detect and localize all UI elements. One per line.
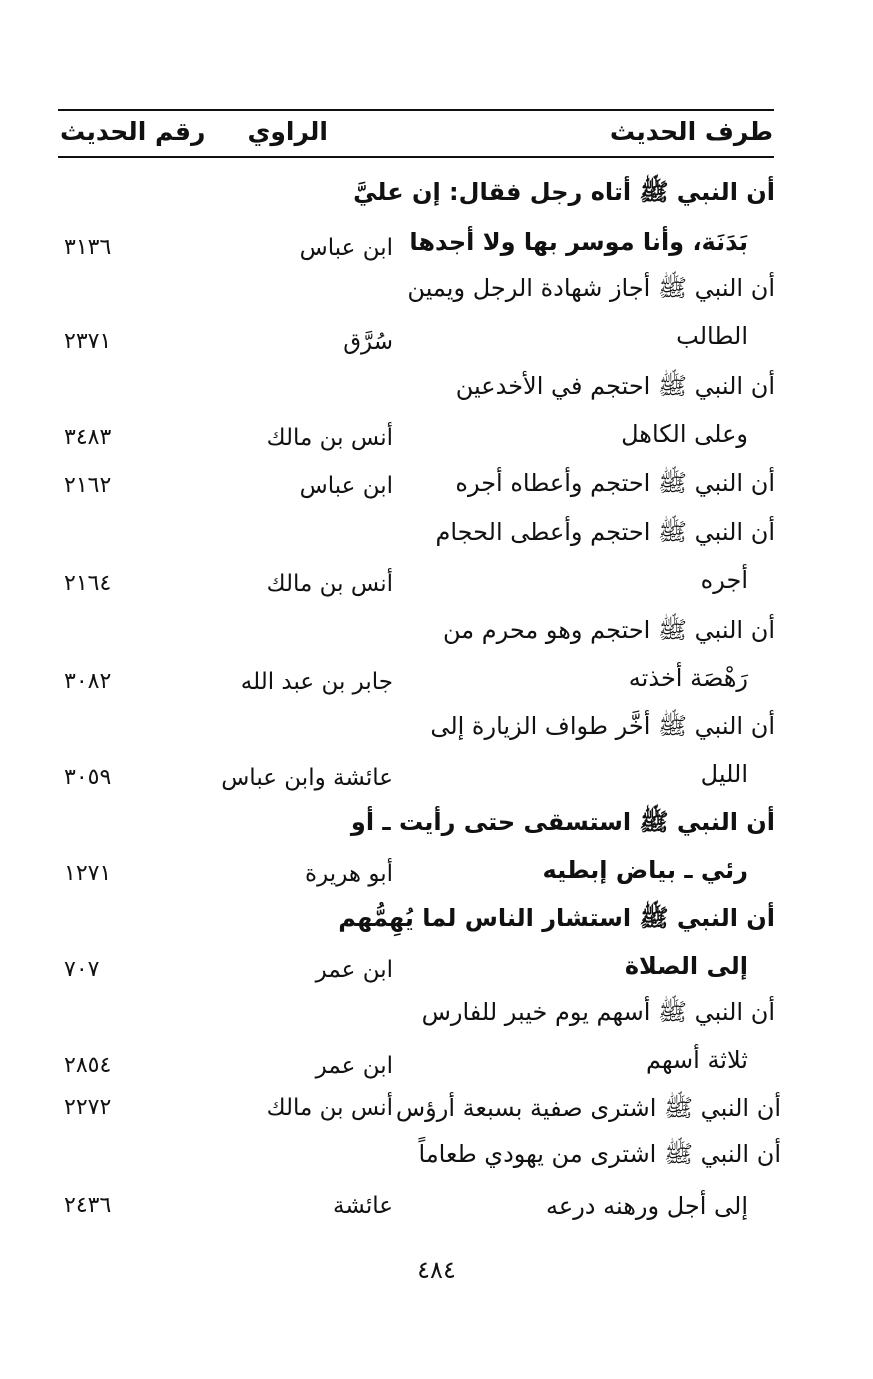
narrator: ابن عباس: [299, 235, 393, 261]
hadith-number: ٣٠٨٢: [64, 669, 112, 694]
hadith-text-line: وعلى الكاهل: [621, 420, 748, 448]
narrator: عائشة وابن عباس: [221, 765, 393, 791]
hadith-text-line: ثلاثة أسهم: [646, 1046, 748, 1074]
hadith-text-line: رَهْصَة أخذته: [628, 664, 748, 692]
header-top-rule: [58, 109, 774, 111]
hadith-text-line: أن النبي ﷺ أسهم يوم خيبر للفارس: [421, 998, 775, 1026]
hadith-text-line: أن النبي ﷺ اشترى صفية بسبعة أرؤس: [395, 1094, 781, 1122]
hadith-text-line: أن النبي ﷺ أتاه رجل فقال: إن عليَّ: [353, 178, 775, 206]
narrator: ابن عمر: [315, 1053, 393, 1079]
hadith-text-line: الطالب: [676, 322, 748, 350]
narrator: أنس بن مالك: [266, 571, 393, 597]
narrator: جابر بن عبد الله: [240, 669, 393, 695]
column-header-narrator: الراوي: [247, 117, 328, 146]
hadith-number: ١٢٧١: [64, 861, 112, 886]
hadith-text-line: إلى الصلاة: [624, 952, 748, 980]
hadith-text-line: أن النبي ﷺ احتجم في الأخدعين: [455, 372, 775, 400]
narrator: أنس بن مالك: [266, 425, 393, 451]
hadith-text-line: رئي ـ بياض إبطيه: [542, 856, 748, 884]
hadith-number: ٣١٣٦: [64, 235, 112, 260]
narrator: ابن عمر: [315, 957, 393, 983]
hadith-text-line: إلى أجل ورهنه درعه: [546, 1192, 748, 1220]
hadith-text-line: بَدَنَة، وأنا موسر بها ولا أجدها: [409, 228, 748, 256]
narrator: ابن عباس: [299, 473, 393, 499]
hadith-number: ٧٠٧: [64, 957, 100, 982]
narrator: سُرَّق: [343, 329, 393, 355]
hadith-text-line: أجره: [700, 566, 748, 594]
hadith-text-line: أن النبي ﷺ استسقى حتى رأيت ـ أو: [350, 808, 775, 836]
page-number: ٤٨٤: [417, 1256, 456, 1284]
hadith-number: ٢٣٧١: [64, 329, 112, 354]
hadith-text-line: أن النبي ﷺ اشترى من يهودي طعاماً: [418, 1140, 781, 1168]
hadith-text-line: أن النبي ﷺ احتجم وأعطى الحجام: [435, 518, 775, 546]
narrator: عائشة: [333, 1193, 393, 1219]
hadith-text-line: أن النبي ﷺ استشار الناس لما يُهِمُّهم: [338, 904, 775, 932]
header-bottom-rule: [58, 156, 774, 158]
hadith-number: ٢٤٣٦: [64, 1193, 112, 1218]
hadith-number: ٢٢٧٢: [64, 1095, 112, 1120]
hadith-number: ٢١٦٤: [64, 571, 112, 596]
hadith-text-line: أن النبي ﷺ احتجم وهو محرم من: [443, 616, 775, 644]
narrator: أبو هريرة: [305, 861, 393, 887]
column-header-hadith: طرف الحديث: [609, 117, 773, 146]
hadith-text-line: أن النبي ﷺ أجاز شهادة الرجل ويمين: [407, 274, 775, 302]
hadith-text-line: أن النبي ﷺ احتجم وأعطاه أجره: [455, 469, 775, 497]
hadith-text-line: الليل: [700, 760, 748, 788]
hadith-number: ٢٨٥٤: [64, 1053, 112, 1078]
hadith-number: ٢١٦٢: [64, 473, 112, 498]
hadith-number: ٣٤٨٣: [64, 425, 112, 450]
hadith-number: ٣٠٥٩: [64, 765, 112, 790]
column-header-number: رقم الحديث: [60, 117, 206, 146]
hadith-text-line: أن النبي ﷺ أخَّر طواف الزيارة إلى: [430, 712, 775, 740]
narrator: أنس بن مالك: [266, 1095, 393, 1121]
